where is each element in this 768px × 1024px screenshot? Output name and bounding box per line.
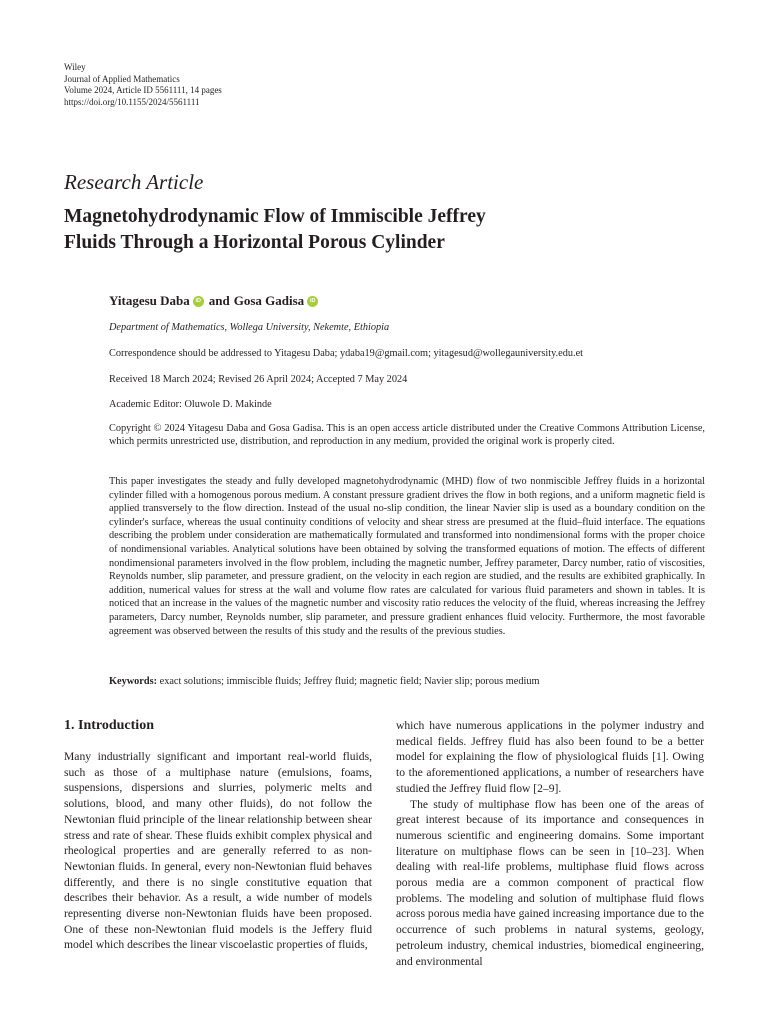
orcid-icon[interactable]: iD — [307, 296, 318, 307]
right-column — [396, 718, 704, 969]
body-paragraph: which have numerous applications in the polymer industry and medical fields. Jeffrey fluid has also been found to be a better model for explaining the flow of physiological fluids [1]. Owing to the aforementioned applications, a number of researchers have studied the Jeffrey fluid flow [2–9]. — [396, 719, 704, 795]
journal-header — [64, 62, 222, 108]
keywords-label: Keywords: — [109, 676, 158, 687]
abstract: This paper investigates the steady and fully developed magnetohydrodynamic (MHD) flow of two nonmiscible Jeffrey fluids in a horizontal cylinder filled with a homogenous porous medium. A constant pressure gradient drives the flow in both regions, and a uniform magnetic field is applied transversely to the flow direction. Instead of the usual no-slip condition, the linear Navier slip is used as a boundary condition on the cylinder's surface, whereas the usual continuity conditions of velocity and shear stress are presumed at the fluid–fluid interface. The equations describing the problem under consideration are mathematically formulated and transformed into nondimensional forms with the proper choice of nondimensional variables. Analytical solutions have been obtained by solving the transformed equations of motion. The effects of different nondimensional parameters involved in the flow problem, including the magnetic number, Jeffrey parameter, Darcy number, ratio of viscosities, Reynolds number, slip parameter, and pressure gradient, on the velocity in each region are studied, and the results are exhibited graphically. In addition, numerical values for stress at the wall and volume flow rates are calculated for various fluid parameters and shown in tables. It is noticed that an increase in the values of the magnetic number and viscosity ratio reduces the velocity of the fluid, whereas increasing the Jeffrey parameters, Darcy number, Reynolds number, slip parameter, and pressure gradient enhances fluid velocity. Furthermore, the most favorable agreement was observed between the results of this study and the results of the previous studies. — [109, 476, 705, 637]
keywords — [109, 676, 705, 687]
author-list — [109, 293, 322, 309]
body-paragraph: The study of multiphase flow has been one of the areas of great interest because of its importance and consequences in numerous scientific and engineering domains. Some important literature on multiphase flows can be seen in [10–23]. When dealing with real-life problems, multiphase fluid flows across porous media are a common component of practical flow problems. The modeling and solution of multiphase fluid flows across porous media have gained increasing importance due to the occurrence of such problems in natural systems, geology, petroleum industry, chemical industries, biomedical engineering, and environmental — [396, 797, 704, 968]
section-heading-introduction: 1. Introduction — [64, 718, 154, 733]
body-paragraph: Many industrially significant and important real-world fluids, such as those of a multiphase nature (emulsions, foams, suspensions, dispersions and slurries, polymeric melts and solutions, blood, and many other fluids), do not follow the Newtonian fluid principle of the linear relationship between shear stress and rate of shear. These fluids exhibit complex physical and rheological properties and are generally referred to as non-Newtonian fluids. In general, every non-Newtonian fluid behaves differently, and there is no single constitutive equation that describes their behavior. As a result, a wide number of models representing diverse non-Newtonian fluids have been proposed. One of these non-Newtonian fluid models is the Jeffery fluid model which describes the linear viscoelastic properties of fluids, — [64, 750, 372, 952]
author-name[interactable]: Yitagesu Daba — [109, 293, 190, 308]
author-name[interactable]: Gosa Gadisa — [233, 293, 305, 308]
title-line-1: Magnetohydrodynamic Flow of Immiscible Jeffrey — [64, 206, 486, 227]
affiliation: Department of Mathematics, Wollega University, Nekemte, Ethiopia — [109, 322, 390, 333]
correspondence: Correspondence should be addressed to Yitagesu Daba; ydaba19@gmail.com; yitagesud@wollegauniversity.edu.et — [109, 348, 584, 359]
orcid-icon[interactable]: iD — [193, 296, 204, 307]
volume-info: Volume 2024, Article ID 5561111, 14 pages — [64, 85, 222, 95]
article-type: Research Article — [64, 170, 204, 194]
academic-editor: Academic Editor: Oluwole D. Makinde — [109, 399, 272, 410]
keywords-text: exact solutions; immiscible fluids; Jeffrey fluid; magnetic field; Navier slip; porous medium — [159, 676, 540, 687]
publication-dates: Received 18 March 2024; Revised 26 April 2024; Accepted 7 May 2024 — [109, 374, 408, 385]
article-title — [64, 204, 684, 256]
title-line-2: Fluids Through a Horizontal Porous Cylinder — [64, 232, 445, 253]
left-column — [64, 717, 372, 953]
journal-name: Journal of Applied Mathematics — [64, 73, 180, 84]
publisher-name: Wiley — [64, 62, 86, 72]
doi-link[interactable]: https://doi.org/10.1155/2024/5561111 — [64, 96, 200, 107]
copyright-notice: Copyright © 2024 Yitagesu Daba and Gosa Gadisa. This is an open access article distributed under the Creative Commons Attribution License, which permits unrestricted use, distribution, and reproduction in any medium, provided the original work is properly cited. — [109, 423, 705, 448]
author-conjunction: and — [208, 293, 230, 308]
